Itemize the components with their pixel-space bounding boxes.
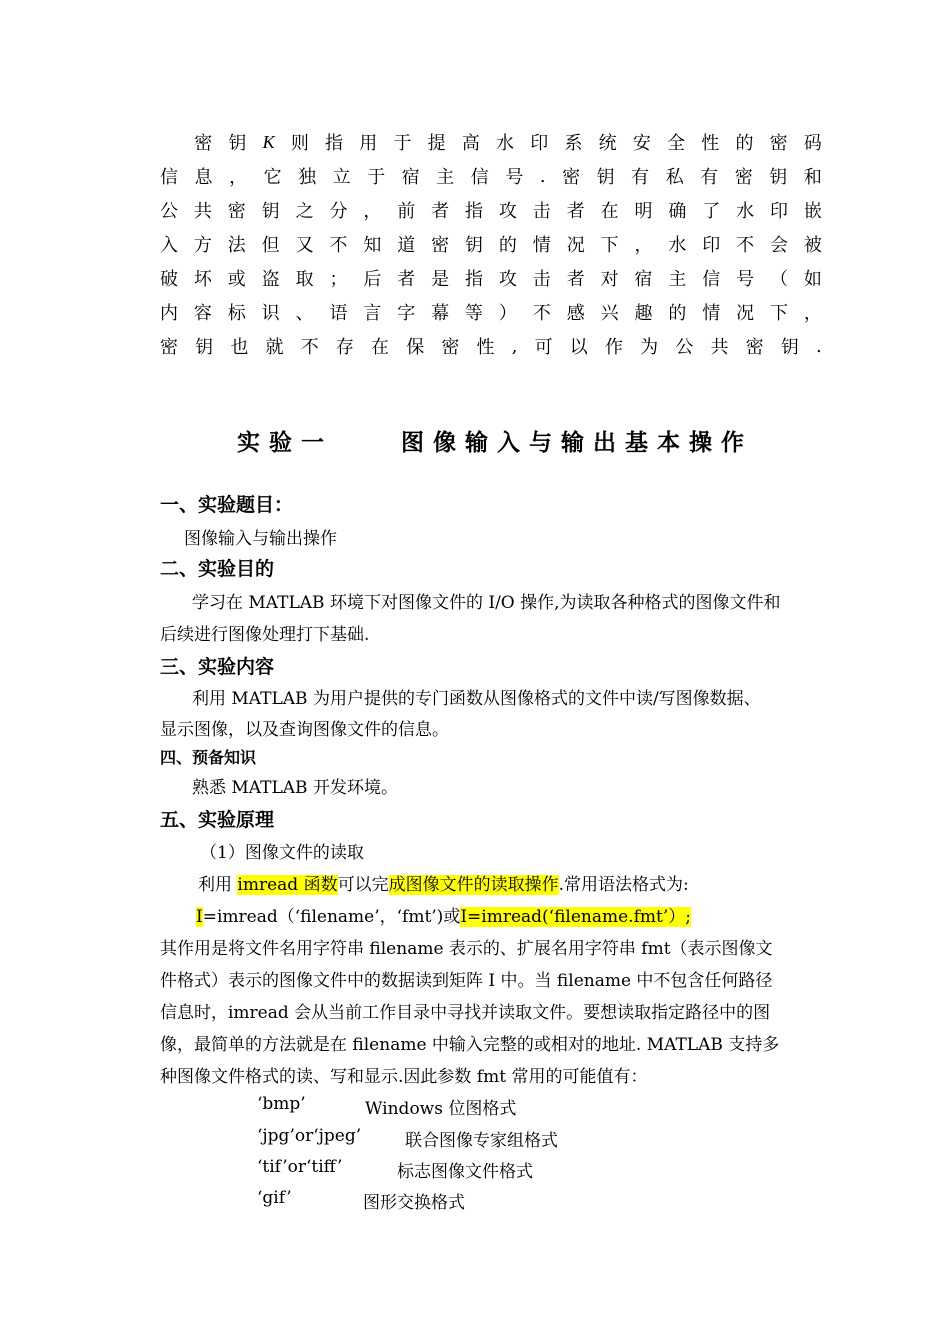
intro-char: ,	[511, 335, 518, 357]
intro-char: 了	[702, 201, 721, 222]
intro-char: 和	[803, 167, 822, 188]
intro-char: 也	[230, 337, 249, 358]
intro-line	[160, 128, 822, 156]
intro-char: 之	[295, 201, 314, 222]
format-row-bmp	[257, 1094, 517, 1120]
intro-char: 法	[227, 235, 246, 256]
syntax-plain: =imread（‘filename’，‘fmt’)或	[202, 907, 461, 927]
intro-char: 它	[263, 167, 282, 188]
intro-char: ，	[803, 303, 822, 324]
intro-char: 水	[736, 201, 755, 222]
intro-char: 者	[431, 201, 450, 222]
intro-char: 性	[476, 337, 495, 358]
intro-char: 印	[530, 133, 549, 154]
intro-char: 私	[665, 167, 684, 188]
intro-char: 或	[227, 269, 246, 290]
intro-char: 水	[496, 133, 515, 154]
intro-char: 密	[441, 337, 460, 358]
intro-char: 密	[734, 167, 753, 188]
intro-char: 密	[194, 133, 213, 154]
section-3-heading: 三、实验内容	[160, 656, 275, 678]
explain-line-2: 件格式）表示的图像文件中的数据读到矩阵 I 中。当 filename 中不包含任何路径	[160, 971, 773, 991]
intro-char: 信	[160, 167, 178, 188]
intro-char: 息	[194, 167, 213, 188]
format-code: ‘tif’or‘tiff’	[257, 1157, 343, 1177]
intro-char: 统	[598, 133, 617, 154]
explain-line-4: 像，最简单的方法就是在 filename 中输入完整的或相对的地址. MATLAB 支持多	[160, 1035, 780, 1055]
format-row-jpg	[257, 1126, 558, 1152]
intro-char: 是	[431, 269, 450, 290]
intro-char: ，	[363, 201, 382, 222]
intro-char: 况	[566, 235, 585, 256]
intro-char: 者	[397, 269, 416, 290]
section-4-body: 熟悉 MATLAB 开发环境。	[192, 778, 398, 798]
intro-char: 会	[770, 235, 789, 256]
intro-char: 下	[770, 303, 789, 324]
intro-char: 取	[295, 269, 314, 290]
section-5-heading: 五、实验原理	[160, 809, 275, 831]
intro-char: 有	[631, 167, 650, 188]
intro-char: 后	[363, 269, 382, 290]
intro-char: 可	[534, 337, 553, 358]
intro-char: 者	[566, 201, 585, 222]
intro-char: 钥	[228, 133, 247, 154]
intro-char: 的	[498, 235, 517, 256]
intro-char: .	[816, 335, 822, 357]
intro-char: 兴	[600, 303, 619, 324]
intro-char: 指	[465, 201, 484, 222]
intro-char: 内	[160, 303, 178, 324]
intro-char: 前	[397, 201, 416, 222]
intro-char: 情	[532, 235, 551, 256]
intro-char: 的	[735, 133, 754, 154]
intro-char: 不	[329, 235, 348, 256]
section-2-body-line-2: 后续进行图像处理打下基础.	[160, 625, 370, 645]
usage-post: .常用语法格式为:	[558, 875, 689, 895]
intro-char: 钥	[465, 235, 484, 256]
intro-char: 击	[532, 201, 551, 222]
intro-line	[160, 230, 822, 258]
intro-char: 号	[505, 167, 524, 188]
intro-char: 宿	[634, 269, 653, 290]
intro-char: 指	[325, 133, 344, 154]
intro-char: 信	[702, 269, 721, 290]
intro-line	[160, 332, 822, 360]
section-2-heading: 二、实验目的	[160, 558, 275, 580]
intro-char: K	[262, 131, 275, 152]
section-3-body-line-1: 利用 MATLAB 为用户提供的专门函数从图像格式的文件中读/写图像数据、	[192, 689, 761, 709]
intro-char: 于	[367, 167, 386, 188]
format-row-gif	[257, 1188, 465, 1214]
intro-char: 号	[736, 269, 755, 290]
section-2-body-line-1: 学习在 MATLAB 环境下对图像文件的 I/O 操作,为读取各种格式的图像文件和	[192, 593, 781, 613]
intro-line	[160, 162, 822, 190]
intro-line	[160, 264, 822, 292]
intro-char: ，	[229, 167, 248, 188]
intro-char: 全	[667, 133, 686, 154]
intro-char: 主	[436, 167, 455, 188]
section-5-subheading: （1）图像文件的读取	[200, 843, 364, 863]
section-4-heading: 四、预备知识	[160, 748, 257, 767]
intro-char: 入	[160, 235, 178, 256]
intro-char: 明	[634, 201, 653, 222]
intro-char: 指	[465, 269, 484, 290]
intro-char: 密	[562, 167, 581, 188]
format-desc: 联合图像专家组格式	[405, 1131, 558, 1151]
intro-char: 于	[393, 133, 412, 154]
intro-char: 钥	[780, 337, 799, 358]
intro-char: 道	[397, 235, 416, 256]
intro-char: ，	[634, 235, 653, 256]
explain-line-5: 种图像文件格式的读、写和显示.因此参数 fmt 常用的可能值有：	[160, 1067, 648, 1087]
format-desc: 图形交换格式	[363, 1193, 465, 1213]
intro-char: 攻	[498, 201, 517, 222]
intro-char: 、	[295, 303, 314, 324]
intro-char: 宿	[401, 167, 420, 188]
intro-char: 不	[532, 303, 551, 324]
intro-char: 立	[332, 167, 351, 188]
intro-char: 印	[702, 235, 721, 256]
intro-char: 又	[295, 235, 314, 256]
intro-char: 钥	[261, 201, 280, 222]
syntax-highlight-full: I=imread(‘filename.fmt’）;	[460, 907, 691, 927]
intro-char: 密	[769, 133, 788, 154]
intro-char: 共	[710, 337, 729, 358]
intro-char: 嵌	[803, 201, 822, 222]
intro-char: ）	[498, 303, 517, 324]
intro-char: 为	[640, 337, 659, 358]
intro-char: 密	[431, 235, 450, 256]
intro-char: 存	[335, 337, 354, 358]
intro-char: 对	[600, 269, 619, 290]
format-code: ‘jpg’or‘jpeg’	[257, 1126, 362, 1146]
intro-char: .	[539, 165, 546, 187]
intro-char: 字	[397, 303, 416, 324]
usage-line	[198, 870, 689, 895]
intro-char: 钥	[769, 167, 788, 188]
usage-highlight-function: imread 函数	[237, 875, 338, 895]
intro-char: 提	[427, 133, 446, 154]
intro-char: 以	[569, 337, 588, 358]
intro-char: 破	[160, 269, 178, 290]
section-3-body-line-2: 显示图像，以及查询图像文件的信息。	[160, 720, 449, 740]
intro-char: 盗	[261, 269, 280, 290]
intro-char: 独	[298, 167, 317, 188]
intro-char: 系	[564, 133, 583, 154]
intro-line	[160, 196, 822, 224]
intro-char: 言	[363, 303, 382, 324]
intro-char: 则	[290, 133, 309, 154]
intro-char: 不	[300, 337, 319, 358]
intro-char: 钥	[195, 337, 214, 358]
section-1-body: 图像输入与输出操作	[184, 529, 337, 549]
intro-char: 在	[371, 337, 390, 358]
intro-char: 印	[770, 201, 789, 222]
intro-char: 等	[465, 303, 484, 324]
intro-char: 趣	[634, 303, 653, 324]
intro-char: 密	[160, 337, 178, 358]
usage-mid: 可以完	[337, 875, 389, 895]
format-row-tif	[257, 1157, 533, 1183]
section-1-heading: 一、实验题目：	[160, 494, 294, 516]
intro-char: 者	[566, 269, 585, 290]
intro-char: 在	[600, 201, 619, 222]
intro-char: 安	[632, 133, 651, 154]
intro-char: 高	[461, 133, 480, 154]
intro-char: 分	[329, 201, 348, 222]
intro-char: 不	[736, 235, 755, 256]
syntax-highlight-i: I	[196, 907, 203, 927]
intro-char: 幕	[431, 303, 450, 324]
intro-char: 识	[261, 303, 280, 324]
intro-char: 坏	[193, 269, 212, 290]
intro-char: 钥	[596, 167, 615, 188]
intro-char: 主	[668, 269, 687, 290]
page-title: 实验一 图像输入与输出基本操作	[236, 430, 754, 456]
intro-char: 方	[193, 235, 212, 256]
intro-char: 攻	[498, 269, 517, 290]
intro-char: 击	[532, 269, 551, 290]
intro-char: 密	[745, 337, 764, 358]
intro-char: 就	[265, 337, 284, 358]
intro-char: 共	[193, 201, 212, 222]
intro-char: 有	[700, 167, 719, 188]
intro-char: 码	[803, 133, 822, 154]
intro-char: 保	[406, 337, 425, 358]
intro-char: 况	[736, 303, 755, 324]
intro-char: 性	[701, 133, 720, 154]
format-code: ‘gif’	[257, 1188, 292, 1208]
intro-char: 信	[470, 167, 489, 188]
intro-char: 情	[702, 303, 721, 324]
intro-char: 如	[803, 269, 822, 290]
format-desc: 标志图像文件格式	[397, 1162, 533, 1182]
intro-char: 知	[363, 235, 382, 256]
intro-char: 水	[668, 235, 687, 256]
explain-line-1: 其作用是将文件名用字符串 filename 表示的、扩展名用字符串 fmt（表示图像文	[160, 939, 773, 959]
intro-line	[160, 298, 822, 326]
usage-highlight-operation: 成图像文件的读取操作	[388, 875, 559, 895]
intro-char: 密	[227, 201, 246, 222]
intro-char: 下	[600, 235, 619, 256]
format-desc: Windows 位图格式	[365, 1099, 517, 1119]
intro-char: 确	[668, 201, 687, 222]
intro-char: 但	[261, 235, 280, 256]
intro-char: 感	[566, 303, 585, 324]
intro-char: ；	[329, 269, 348, 290]
intro-char: 的	[668, 303, 687, 324]
intro-char: 被	[803, 235, 822, 256]
explain-line-3: 信息时，imread 会从当前工作目录中寻找并读取文件。要想读取指定路径中的图	[160, 1003, 771, 1023]
intro-char: 公	[675, 337, 694, 358]
syntax-line	[196, 902, 691, 927]
intro-char: 容	[193, 303, 212, 324]
format-code: ‘bmp’	[257, 1094, 306, 1114]
intro-char: 作	[604, 337, 623, 358]
intro-char: （	[770, 269, 789, 290]
intro-char: 语	[329, 303, 348, 324]
intro-char: 公	[160, 201, 178, 222]
intro-char: 用	[359, 133, 378, 154]
usage-pre: 利用	[198, 875, 238, 895]
intro-char: 标	[227, 303, 246, 324]
